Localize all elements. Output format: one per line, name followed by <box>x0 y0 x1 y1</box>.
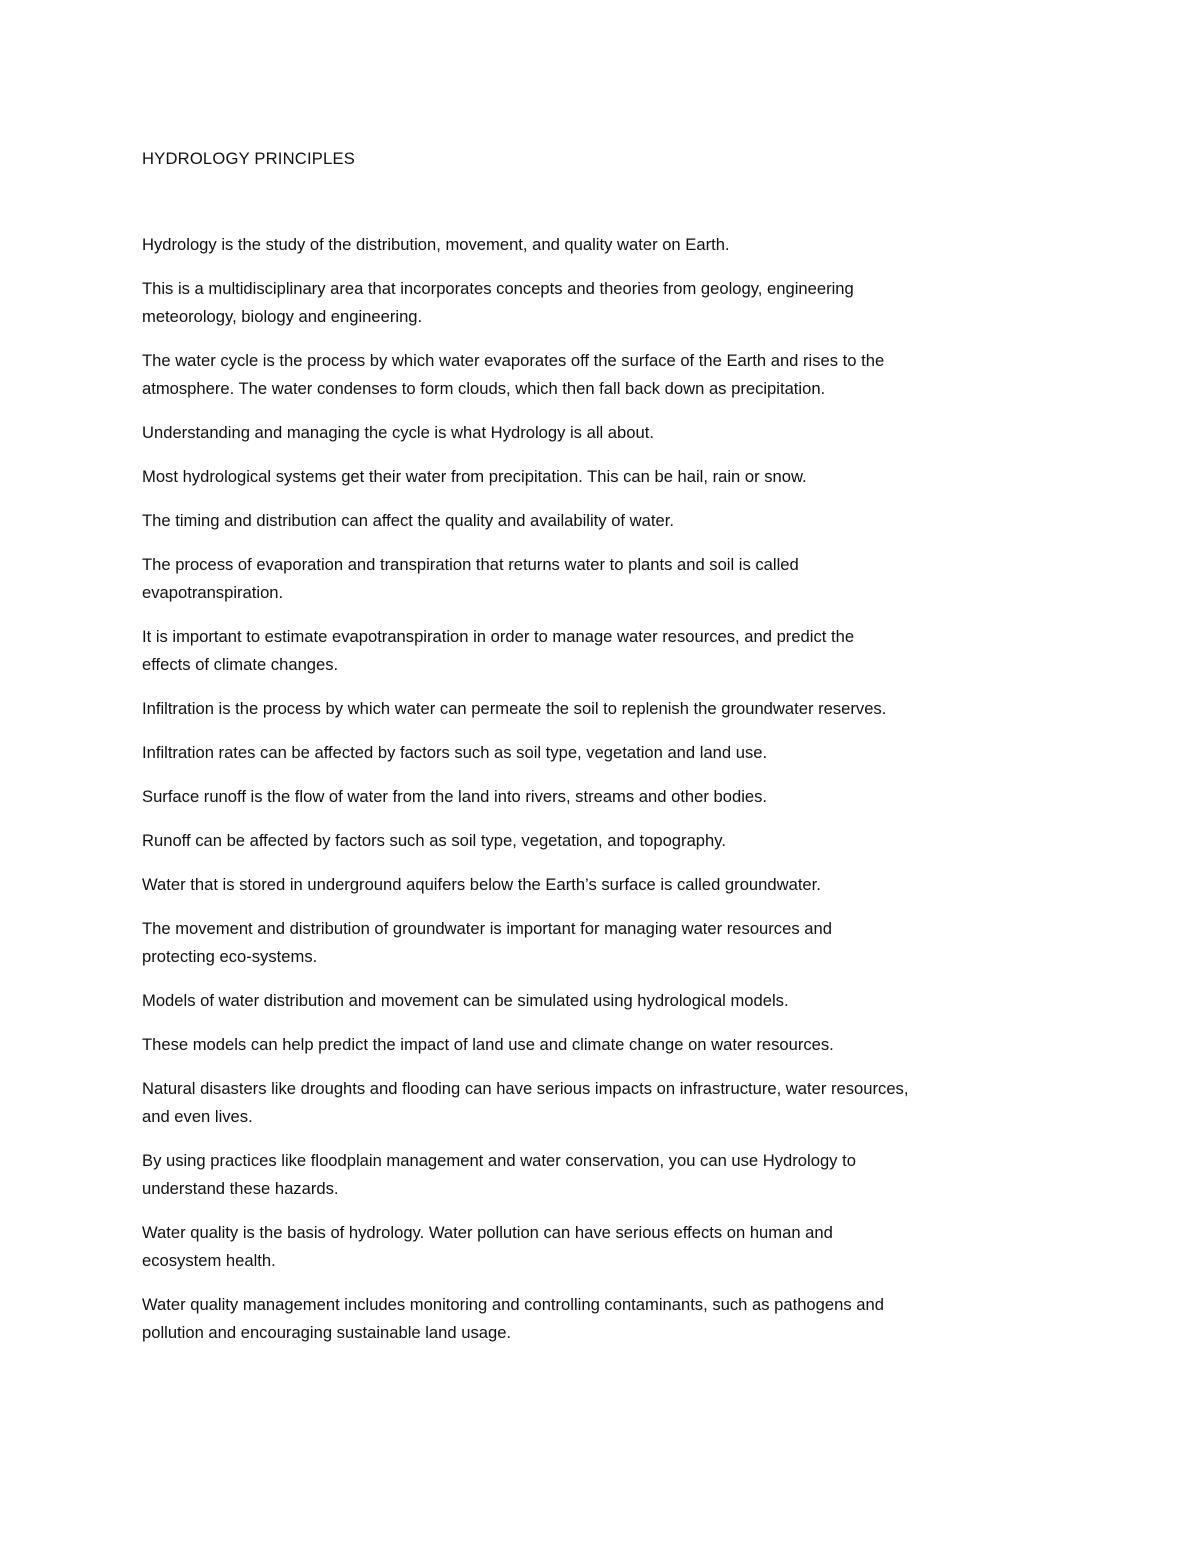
paragraph <box>142 1219 1102 1275</box>
paragraph <box>142 1147 1102 1203</box>
paragraph-line: Infiltration rates can be affected by factors such as soil type, vegetation and land use. <box>142 743 768 762</box>
paragraph-line: Infiltration is the process by which water can permeate the soil to replenish the groundwater reserves. <box>142 699 887 718</box>
paragraph-line: The movement and distribution of groundwater is important for managing water resources and <box>142 919 832 938</box>
paragraph-line: Natural disasters like droughts and flooding can have serious impacts on infrastructure, water resources, <box>142 1079 909 1098</box>
paragraph-line: The water cycle is the process by which water evaporates off the surface of the Earth and rises to the <box>142 351 885 370</box>
paragraph-line: Water that is stored in underground aquifers below the Earth’s surface is called groundwater. <box>142 875 821 894</box>
paragraph <box>142 695 1102 723</box>
paragraph <box>142 871 1102 899</box>
paragraph-line: By using practices like floodplain management and water conservation, you can use Hydrology to <box>142 1151 856 1170</box>
paragraph <box>142 915 1102 971</box>
paragraph-line: Models of water distribution and movement can be simulated using hydrological models. <box>142 991 789 1010</box>
paragraph-line: Understanding and managing the cycle is what Hydrology is all about. <box>142 423 654 442</box>
paragraph-line: evapotranspiration. <box>142 583 284 602</box>
document-page <box>142 145 1102 1363</box>
paragraph <box>142 507 1102 535</box>
paragraph <box>142 231 1102 259</box>
paragraph-line: atmosphere. The water condenses to form clouds, which then fall back down as precipitation. <box>142 379 826 398</box>
paragraph <box>142 1075 1102 1131</box>
paragraph <box>142 551 1102 607</box>
paragraph <box>142 419 1102 447</box>
paragraph-line: Surface runoff is the flow of water from the land into rivers, streams and other bodies. <box>142 787 768 806</box>
paragraph-line: protecting eco-systems. <box>142 947 318 966</box>
paragraph-line: understand these hazards. <box>142 1179 339 1198</box>
paragraph-line: and even lives. <box>142 1107 253 1126</box>
document-body <box>142 231 1102 1347</box>
paragraph-line: This is a multidisciplinary area that incorporates concepts and theories from geology, engineering <box>142 279 854 298</box>
paragraph <box>142 275 1102 331</box>
paragraph-line: Most hydrological systems get their water from precipitation. This can be hail, rain or snow. <box>142 467 807 486</box>
paragraph <box>142 987 1102 1015</box>
paragraph <box>142 1291 1102 1347</box>
paragraph-line: pollution and encouraging sustainable land usage. <box>142 1323 512 1342</box>
paragraph-line: These models can help predict the impact of land use and climate change on water resources. <box>142 1035 834 1054</box>
paragraph-line: It is important to estimate evapotranspiration in order to manage water resources, and predict the <box>142 627 855 646</box>
paragraph-line: Water quality management includes monitoring and controlling contaminants, such as pathogens and <box>142 1295 884 1314</box>
paragraph <box>142 347 1102 403</box>
paragraph <box>142 463 1102 491</box>
document-title: HYDROLOGY PRINCIPLES <box>142 149 356 168</box>
paragraph <box>142 739 1102 767</box>
paragraph-line: Hydrology is the study of the distribution, movement, and quality water on Earth. <box>142 235 730 254</box>
paragraph <box>142 623 1102 679</box>
paragraph-line: The process of evaporation and transpiration that returns water to plants and soil is called <box>142 555 799 574</box>
paragraph-line: Water quality is the basis of hydrology. Water pollution can have serious effects on human and <box>142 1223 833 1242</box>
paragraph-line: Runoff can be affected by factors such as soil type, vegetation, and topography. <box>142 831 726 850</box>
paragraph-line: effects of climate changes. <box>142 655 339 674</box>
paragraph <box>142 827 1102 855</box>
paragraph <box>142 1031 1102 1059</box>
paragraph-line: The timing and distribution can affect the quality and availability of water. <box>142 511 674 530</box>
paragraph-line: meteorology, biology and engineering. <box>142 307 423 326</box>
paragraph-line: ecosystem health. <box>142 1251 276 1270</box>
paragraph <box>142 783 1102 811</box>
